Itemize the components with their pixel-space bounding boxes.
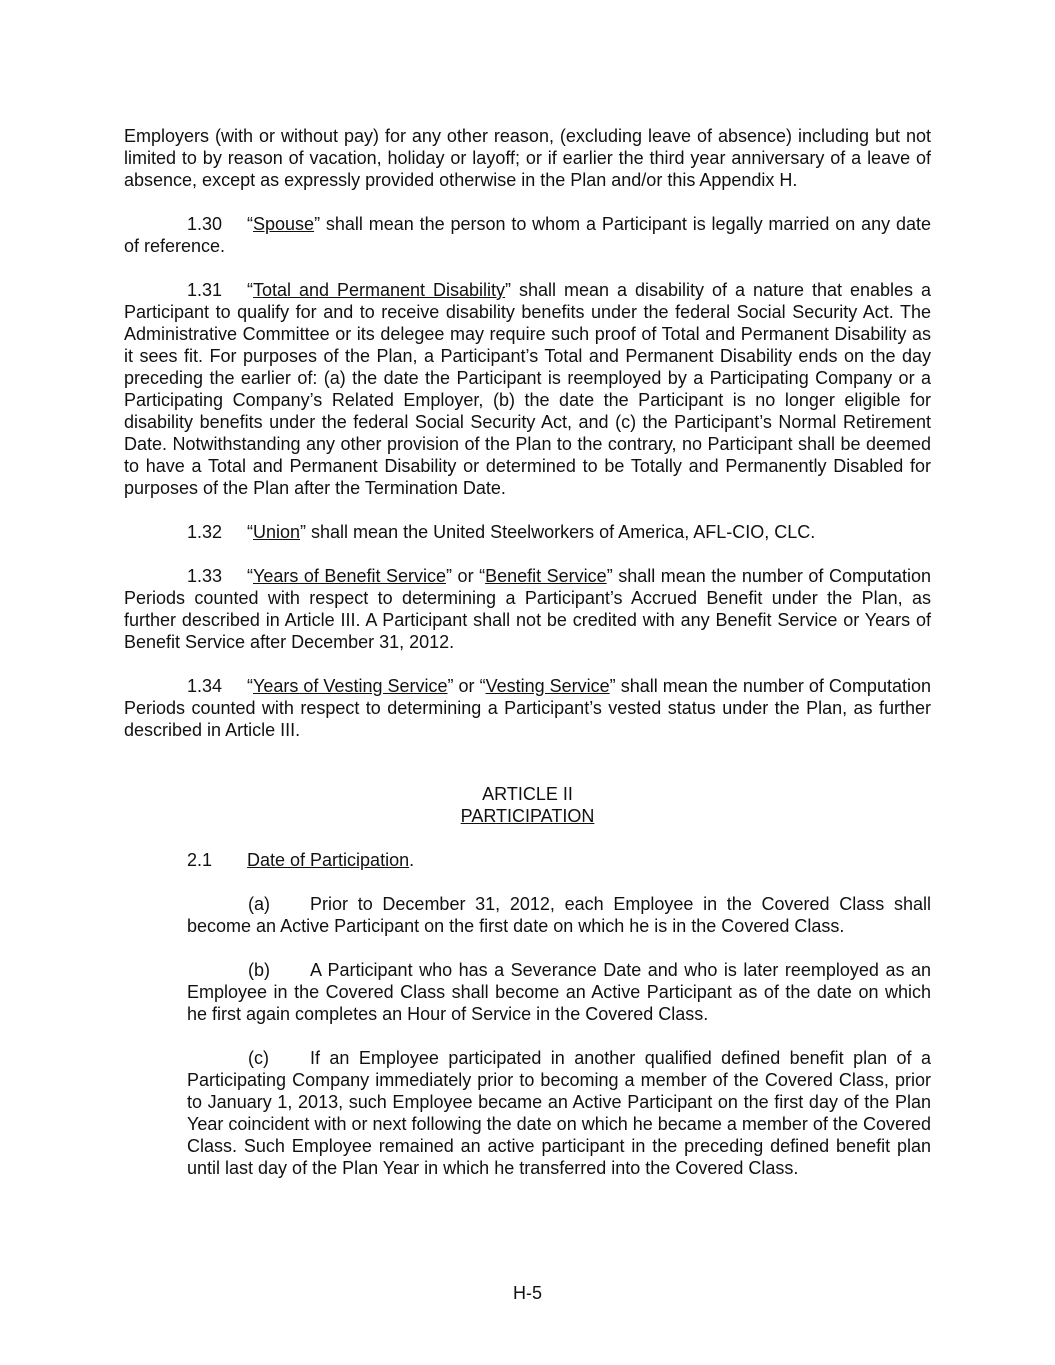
subsection-b	[187, 959, 931, 1025]
quote-connector: ” or “	[446, 566, 486, 586]
open-quote: “	[247, 522, 253, 542]
section-number: 1.30	[187, 214, 223, 234]
intro-paragraph: Employers (with or without pay) for any other reason, (excluding leave of absence) including but not limited to by reason of vacation, holiday or layoff; or if earlier the third year anniversary of a leave of absence, except as expressly provided otherwise in the Plan and/or this Appendix H.	[124, 126, 931, 190]
section-1-34	[124, 675, 931, 741]
defined-term: Spouse	[253, 214, 315, 234]
page-content	[124, 125, 931, 1179]
subsection-c	[187, 1047, 931, 1179]
open-quote: “	[247, 214, 253, 234]
defined-term-alt: Benefit Service	[485, 566, 607, 586]
subsection-text: Prior to December 31, 2012, each Employee in the Covered Class shall become an Active Participant on the first date on which he is in the Covered Class.	[187, 894, 931, 936]
section-text: ” shall mean the number of Computation Periods counted with respect to determining a Participant’s vested status under the Plan, as further described in Article III.	[124, 676, 931, 740]
article-heading: ARTICLE II	[482, 784, 573, 804]
quote-connector: ” or “	[447, 676, 486, 696]
section-number: 1.34	[187, 676, 223, 696]
article-title	[124, 805, 931, 827]
subsection-text: A Participant who has a Severance Date and who is later reemployed as an Employee in the Covered Class shall become an Active Participant as of the date on which he first again completes an Hour of Service in the Covered Class.	[187, 960, 931, 1024]
defined-term: Years of Vesting Service	[253, 676, 448, 696]
page-number: H-5	[512, 1283, 542, 1303]
subsection-number: (a)	[248, 894, 270, 914]
defined-term: Years of Benefit Service	[253, 566, 447, 586]
section-number: 1.33	[187, 566, 223, 586]
section-1-32	[124, 521, 931, 543]
section-text: ” shall mean the number of Computation Periods counted with respect to determining a Participant’s Accrued Benefit under the Plan, as further described in Article III. A Participant shall not be credited with any Benefit Service or Years of Benefit Service after December 31, 2012.	[124, 566, 932, 652]
defined-term: Union	[253, 522, 301, 542]
section-number: 1.32	[187, 522, 223, 542]
open-quote: “	[247, 566, 253, 586]
section-text: ” shall mean the United Steelworkers of America, AFL-CIO, CLC.	[300, 522, 816, 542]
defined-term: Total and Permanent Disability	[253, 280, 506, 300]
section-1-33	[124, 565, 931, 653]
section-title: Date of Participation	[247, 850, 410, 870]
section-2-1	[124, 849, 931, 871]
open-quote: “	[247, 280, 253, 300]
article-title-text: PARTICIPATION	[460, 806, 595, 826]
section-1-31	[124, 279, 931, 499]
subsection-number: (b)	[248, 960, 270, 980]
section-number: 1.31	[187, 280, 223, 300]
section-text: ” shall mean a disability of a nature that enables a Participant to qualify for and to receive disability benefits under the federal Social Security Act. The Administrative Committee or its delegee may require such proof of Total and Permanent Disability as it sees fit. For purposes of the Plan, a Participant’s Total and Permanent Disability ends on the day preceding the earlier of: (a) the date the Participant is reemployed by a Participating Company or a Participating Company’s Related Employer, (b) the date the Participant is no longer eligible for disability benefits under the federal Social Security Act, and (c) the Participant’s Normal Retirement Date. Notwithstanding any other provision of the Plan to the contrary, no Participant shall be deemed to have a Total and Permanent Disability or determined to be Totally and Permanently Disabled for purposes of the Plan after the Termination Date.	[124, 280, 931, 498]
subsection-text: If an Employee participated in another qualified defined benefit plan of a Participating Company immediately prior to becoming a member of the Covered Class, prior to January 1, 2013, such Employee became an Active Participant on the first day of the Plan Year coincident with or next following the date on which he became a member of the Covered Class. Such Employee remained an active participant in the preceding defined benefit plan until last day of the Plan Year in which he transferred into the Covered Class.	[187, 1048, 931, 1178]
section-1-30	[124, 213, 931, 257]
section-title-end: .	[409, 850, 415, 870]
open-quote: “	[247, 676, 253, 696]
subsection-number: (c)	[248, 1048, 269, 1068]
article-heading-block	[124, 783, 931, 827]
section-number: 2.1	[187, 850, 213, 870]
section-text: ” shall mean the person to whom a Participant is legally married on any date of reference.	[124, 214, 931, 256]
defined-term-alt: Vesting Service	[485, 676, 610, 696]
subsection-a	[187, 893, 931, 937]
